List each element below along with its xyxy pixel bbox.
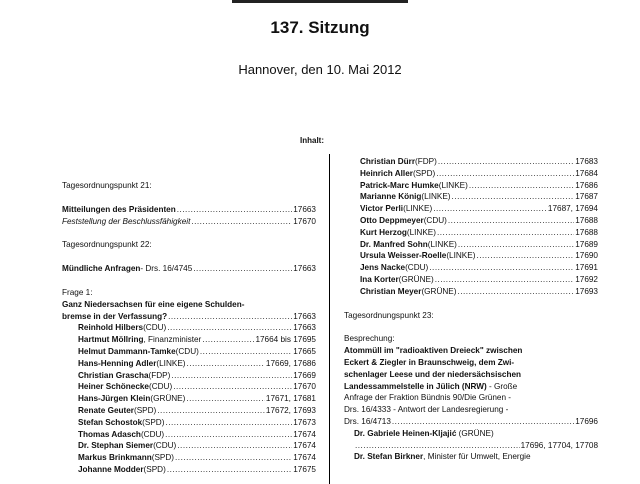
toc-entry-title: bremse in der Verfassung? — [62, 311, 168, 321]
speaker-entry — [344, 203, 598, 215]
speaker-page: 17674 — [293, 429, 316, 439]
speaker-party: (LINKE) — [156, 358, 186, 368]
toc-entry-title: Mitteilungen des Präsidenten — [62, 204, 176, 214]
toc-entry — [62, 263, 316, 275]
discussion-title: Eckert & Ziegler in Braunschweig, dem Zwi- — [344, 357, 515, 367]
toc-entry — [62, 204, 316, 216]
speaker-party: (GRÜNE) — [150, 394, 186, 404]
speaker-entry — [62, 358, 316, 370]
speaker-entry — [62, 381, 316, 393]
speaker-party: (CDU) — [140, 429, 165, 439]
speaker-entry — [344, 262, 598, 274]
speaker-party: (SPD) — [151, 453, 175, 463]
speaker-entry — [62, 417, 316, 429]
speaker-page: 17663 — [293, 323, 316, 333]
speaker-name: Ursula Weisser-Roelle — [360, 251, 447, 261]
header-rule — [232, 0, 408, 3]
speaker-page: 17688 — [575, 215, 598, 225]
speaker-party: (FDP) — [148, 370, 171, 380]
toc-entry-page: 17670 — [293, 216, 316, 226]
left-column — [62, 156, 316, 476]
speaker-party: (SPD) — [133, 405, 157, 415]
toc-entry — [344, 416, 598, 428]
speaker-party: (GRÜNE) — [398, 274, 434, 284]
speaker-party: (SPD) — [412, 168, 436, 178]
speaker-name: Helmut Dammann-Tamke — [78, 346, 176, 356]
contents-heading: Inhalt: — [300, 136, 324, 145]
speaker-name: Ina Korter — [360, 274, 399, 284]
speaker-entry — [62, 393, 316, 405]
question-label: Frage 1: — [62, 287, 93, 297]
speaker-name: Dr. Manfred Sohn — [360, 239, 428, 249]
toc-entry-page: 17696, 17704, 17708 — [520, 440, 598, 450]
speaker-page: 17689 — [575, 239, 598, 249]
speaker-page: 17686 — [575, 180, 598, 190]
speaker-name: Dr. Stephan Siemer — [78, 441, 154, 451]
place-date: Hannover, den 10. Mai 2012 — [238, 62, 402, 77]
discussion-title: schenlager Leese und der niedersächsischen — [344, 369, 522, 379]
speaker-name: Thomas Adasch — [78, 429, 141, 439]
speaker-page: 17688 — [575, 227, 598, 237]
speaker-party: (LINKE) — [438, 180, 468, 190]
speaker-party: (LINKE) — [406, 227, 436, 237]
agenda-item-label: Tagesordnungspunkt 21: — [62, 181, 152, 190]
speaker-party: (LINKE) — [403, 204, 433, 214]
speaker-entry — [344, 215, 598, 227]
speaker-page: 17684 — [575, 168, 598, 178]
speaker-entry — [344, 274, 598, 286]
agenda-item-label: Tagesordnungspunkt 22: — [62, 240, 152, 250]
speaker-party: (LINKE) — [421, 192, 451, 202]
speaker-entry — [62, 429, 316, 441]
speaker-page: 17674 — [293, 453, 316, 463]
speaker-party: (LINKE) — [446, 251, 476, 261]
speaker-name: Christian Grascha — [78, 370, 149, 380]
toc-entry — [62, 311, 316, 323]
speaker-name: Heiner Schönecke — [78, 382, 149, 392]
toc-entry-detail: - Drs. 16/4745 — [140, 264, 193, 274]
speaker-party: (GRÜNE) — [421, 286, 457, 296]
speaker-name: Otto Deppmeyer — [360, 215, 424, 225]
speaker-page: 17675 — [293, 464, 316, 474]
speaker-name: Christian Meyer — [360, 286, 422, 296]
speaker-name: Markus Brinkmann — [78, 453, 152, 463]
speaker-entry — [344, 168, 598, 180]
discussion-detail: Drs. 16/4333 - Antwort der Landesregierung - — [344, 405, 509, 415]
speaker-page: 17671, 17681 — [265, 394, 316, 404]
column-divider — [329, 154, 330, 484]
session-title: 137. Sitzung — [270, 18, 370, 37]
speaker-party: (CDU) — [405, 263, 429, 273]
speaker-page: 17669, 17686 — [265, 358, 316, 368]
speaker-entry — [344, 156, 598, 168]
speaker-entry — [344, 451, 598, 463]
speaker-entry — [62, 452, 316, 464]
speaker-name: Victor Perli — [360, 204, 404, 214]
speaker-name: Kurt Herzog — [360, 227, 407, 237]
speaker-entry — [344, 227, 598, 239]
speaker-pages — [344, 440, 598, 452]
discussion-title — [344, 381, 598, 393]
speaker-entry — [62, 334, 316, 346]
discussion-label: Besprechung: — [344, 334, 395, 344]
agenda-item-label: Tagesordnungspunkt 23: — [344, 310, 434, 320]
question-title: Ganz Niedersachsen für eine eigene Schulden- — [62, 299, 245, 309]
speaker-entry — [62, 322, 316, 334]
speaker-page: 17691 — [575, 263, 598, 273]
discussion-title-end: Landessammelstelle in Jülich (NRW) — [344, 381, 487, 391]
toc-entry — [62, 216, 316, 228]
speaker-page: 17693 — [575, 286, 598, 296]
speaker-name: Patrick-Marc Humke — [360, 180, 439, 190]
toc-entry-page: 17696 — [575, 416, 598, 426]
toc-entry-title: Drs. 16/4713 — [344, 416, 391, 426]
speaker-name: Hans-Jürgen Klein — [78, 394, 151, 404]
speaker-party: (SPD) — [142, 417, 165, 427]
toc-entry-title: Feststellung der Beschlussfähigkeit — [62, 216, 191, 226]
speaker-page: 17687 — [575, 192, 598, 202]
speaker-name: Reinhold Hilbers — [78, 323, 144, 333]
speaker-party: (CDU) — [423, 215, 447, 225]
speaker-name: Stefan Schostok — [78, 417, 143, 427]
speaker-page: 17670 — [293, 382, 316, 392]
speaker-page: 17673 — [293, 417, 316, 427]
toc-entry-page: 17663 — [293, 311, 316, 321]
speaker-party: (CDU) — [175, 346, 199, 356]
speaker-page: 17664 bis 17695 — [255, 335, 316, 345]
speaker-entry — [344, 239, 598, 251]
speaker-page: 17672, 17693 — [265, 405, 316, 415]
speaker-name: Dr. Stefan Birkner — [354, 452, 424, 462]
speaker-party: (LINKE) — [427, 239, 457, 249]
speaker-page: 17687, 17694 — [547, 204, 598, 214]
speaker-party: (GRÜNE) — [456, 428, 494, 438]
discussion-detail: Anfrage der Fraktion Bündnis 90/Die Grünen - — [344, 393, 512, 403]
speaker-name: Hans-Henning Adler — [78, 358, 157, 368]
toc-entry-page: 17663 — [293, 204, 316, 214]
speaker-party: (FDP) — [415, 157, 437, 166]
speaker-party: (CDU) — [153, 441, 177, 451]
speaker-name: Renate Geuter — [78, 405, 134, 415]
speaker-page: 17692 — [575, 274, 598, 284]
speaker-page: 17669 — [293, 370, 316, 380]
discussion-title: Atommüll im "radioaktiven Dreieck" zwischen — [344, 346, 523, 356]
speaker-entry — [62, 370, 316, 382]
speaker-party: (CDU) — [149, 382, 173, 392]
speaker-entry — [344, 250, 598, 262]
speaker-page: 17690 — [575, 251, 598, 261]
toc-entry-page: 17663 — [293, 264, 316, 274]
speaker-name: Johanne Modder — [78, 464, 144, 474]
speaker-entry — [62, 464, 316, 476]
speaker-entry — [344, 428, 598, 440]
speaker-entry — [344, 286, 598, 298]
speaker-entry — [62, 440, 316, 452]
speaker-name: Hartmut Möllring — [78, 335, 144, 345]
speaker-name: Christian Dürr — [360, 157, 416, 166]
speaker-name: Marianne König — [360, 192, 422, 202]
speaker-page: 17683 — [575, 157, 598, 166]
speaker-party: , Finanzminister — [143, 335, 202, 345]
speaker-party: (CDU) — [143, 323, 167, 333]
speaker-entry — [62, 405, 316, 417]
speaker-entry — [344, 191, 598, 203]
speaker-name: Heinrich Aller — [360, 168, 413, 178]
speaker-name: Dr. Gabriele Heinen-Kljajić — [354, 428, 457, 438]
speaker-page: 17665 — [293, 346, 316, 356]
speaker-party: , Minister für Umwelt, Energie — [423, 452, 531, 462]
speaker-name: Jens Nacke — [360, 263, 406, 273]
speaker-party: (SPD) — [143, 464, 166, 474]
speaker-entry — [62, 346, 316, 358]
toc-entry-title: Mündliche Anfragen — [62, 264, 141, 274]
speaker-entry — [344, 180, 598, 192]
discussion-detail: - Große — [486, 381, 518, 391]
speaker-page: 17674 — [293, 441, 316, 451]
right-column — [344, 156, 598, 463]
